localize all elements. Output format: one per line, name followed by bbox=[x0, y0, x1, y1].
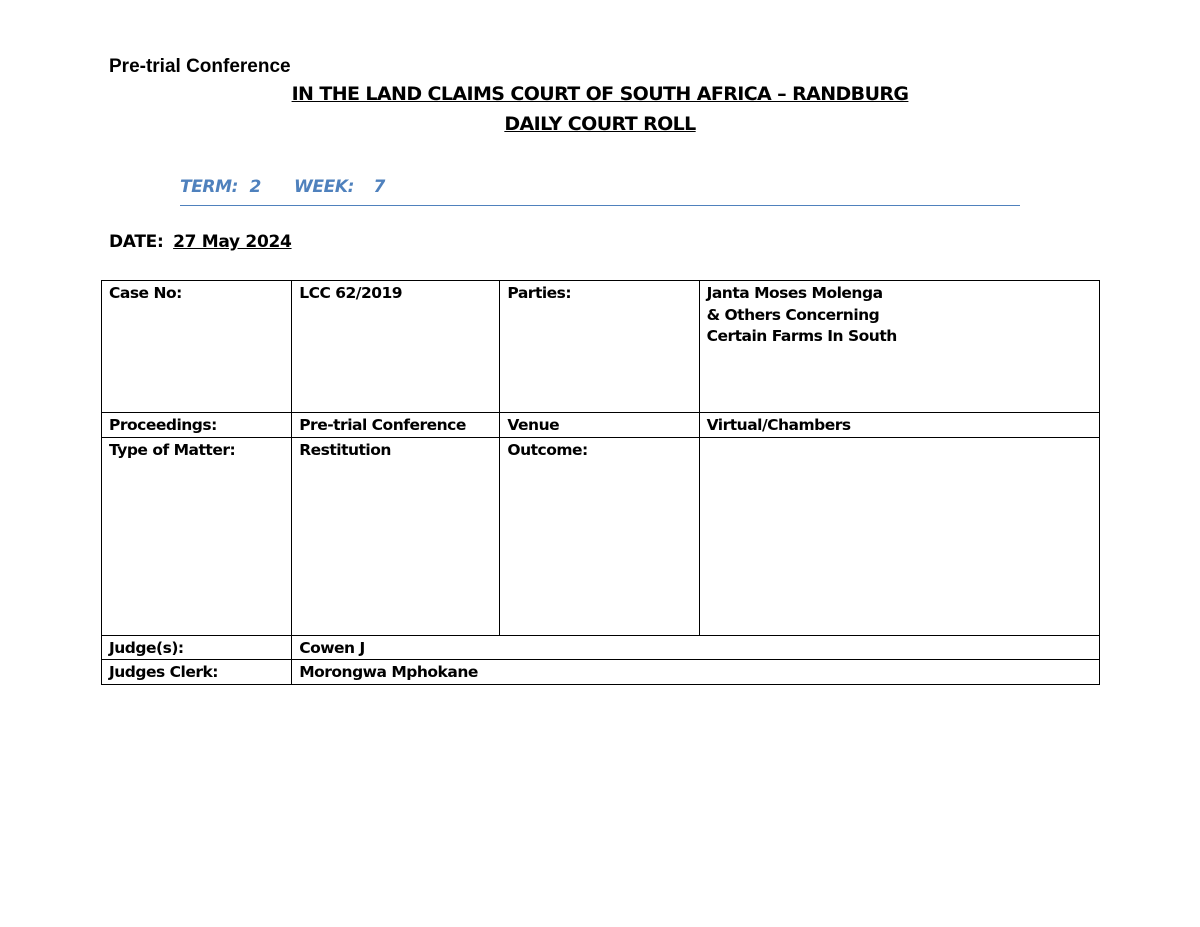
table-row bbox=[102, 437, 1100, 635]
judge-label: Judge(s): bbox=[102, 635, 292, 660]
roll-title: DAILY COURT ROLL bbox=[504, 113, 696, 135]
week-value: 7 bbox=[373, 177, 385, 197]
document-type-label: Pre-trial Conference bbox=[109, 56, 291, 77]
date-value: 27 May 2024 bbox=[173, 232, 292, 252]
table-row bbox=[102, 660, 1100, 685]
table-row bbox=[102, 281, 1100, 413]
term-value: 2 bbox=[249, 177, 261, 197]
outcome-label: Outcome: bbox=[500, 437, 699, 635]
parties-value bbox=[699, 281, 1099, 413]
outcome-value bbox=[699, 437, 1099, 635]
court-title: IN THE LAND CLAIMS COURT OF SOUTH AFRICA – RANDBURG bbox=[291, 83, 909, 105]
parties-label: Parties: bbox=[500, 281, 699, 413]
date-label: DATE: bbox=[109, 232, 164, 252]
table-row bbox=[102, 635, 1100, 660]
table-row bbox=[102, 413, 1100, 438]
case-no-label: Case No: bbox=[102, 281, 292, 413]
date-row bbox=[109, 232, 292, 252]
venue-value: Virtual/Chambers bbox=[699, 413, 1099, 438]
proceedings-label: Proceedings: bbox=[102, 413, 292, 438]
week-label: WEEK: bbox=[294, 177, 354, 197]
venue-label: Venue bbox=[500, 413, 699, 438]
court-roll-table bbox=[101, 280, 1100, 685]
term-week-line bbox=[180, 177, 1020, 206]
judge-value: Cowen J bbox=[292, 635, 1100, 660]
parties-line: Certain Farms In South bbox=[706, 327, 897, 345]
parties-line: Janta Moses Molenga bbox=[706, 284, 883, 302]
parties-line: & Others Concerning bbox=[706, 305, 880, 324]
case-no-value: LCC 62/2019 bbox=[292, 281, 500, 413]
matter-value: Restitution bbox=[292, 437, 500, 635]
clerk-value: Morongwa Mphokane bbox=[292, 660, 1100, 685]
clerk-label: Judges Clerk: bbox=[102, 660, 292, 685]
proceedings-value: Pre-trial Conference bbox=[292, 413, 500, 438]
term-label: TERM: bbox=[180, 177, 239, 197]
matter-label: Type of Matter: bbox=[102, 437, 292, 635]
